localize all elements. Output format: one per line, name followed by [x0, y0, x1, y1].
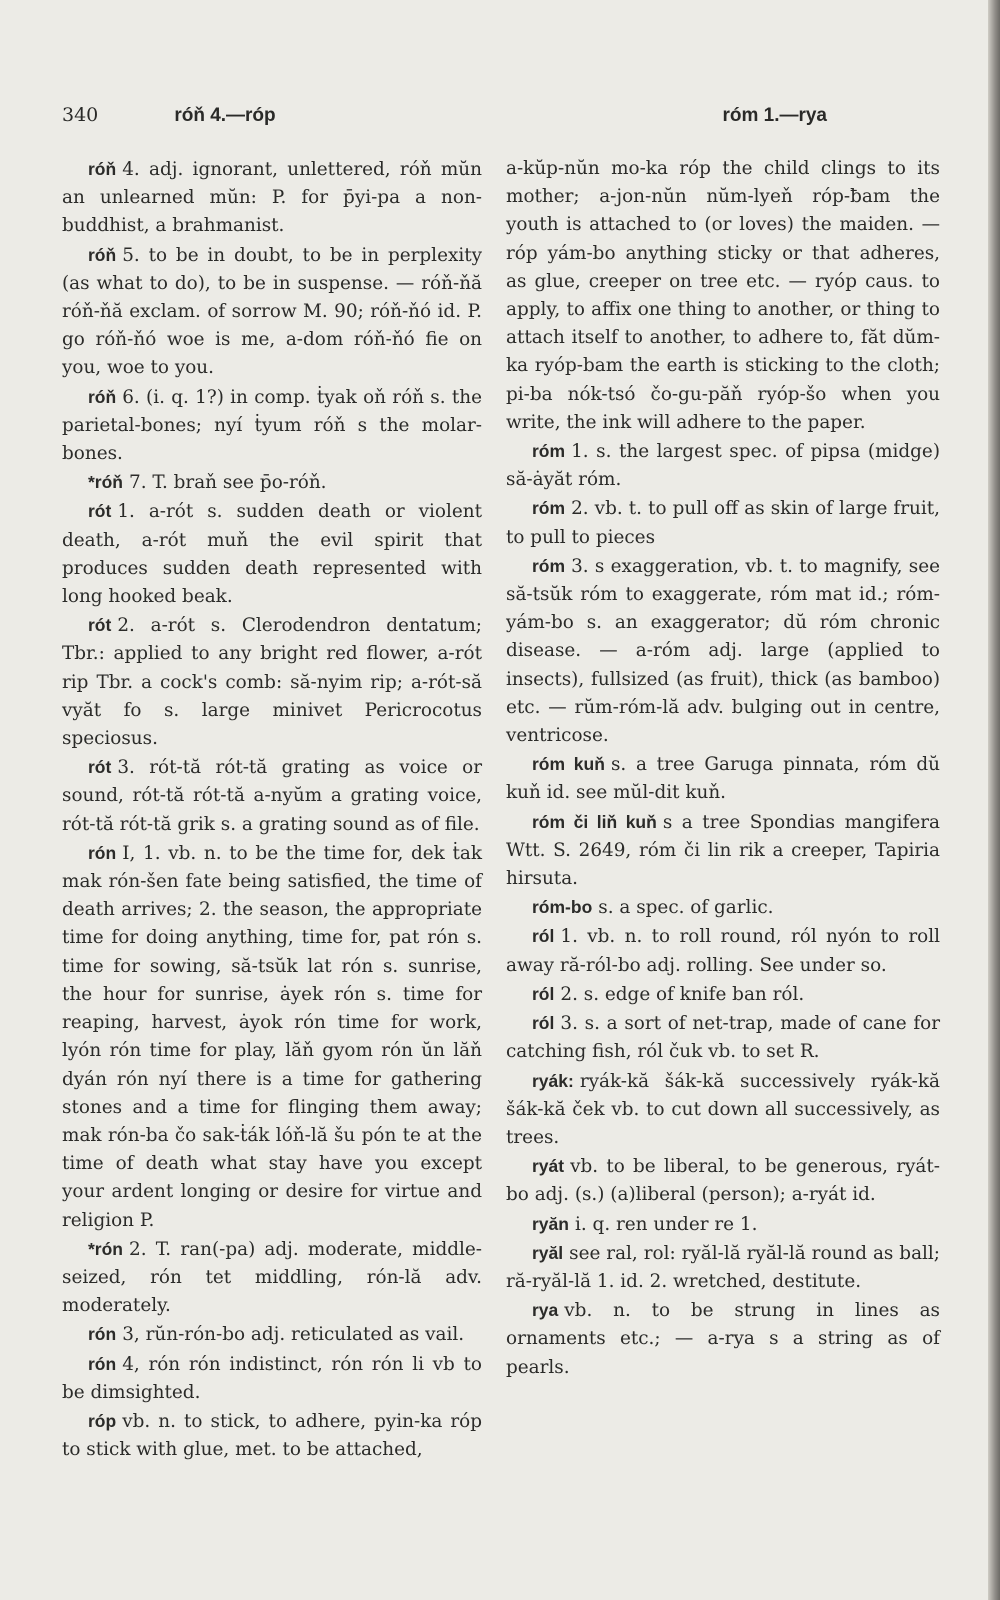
- dictionary-entry: [506, 155, 940, 437]
- right-column: [506, 155, 940, 1382]
- entry-headword: róm-bo: [532, 897, 593, 918]
- dictionary-entry: [62, 611, 482, 753]
- entry-text: 2. s. edge of knife ban ról.: [560, 983, 805, 1005]
- dictionary-entry: [62, 155, 482, 241]
- dictionary-entry: [506, 552, 940, 750]
- dictionary-entry: [506, 980, 940, 1009]
- dictionary-entry: [62, 468, 482, 497]
- dictionary-entry: [62, 241, 482, 383]
- dictionary-entry: [506, 1067, 940, 1153]
- entry-text: vb. to be liberal, to be generous, ryát-bo adj. (s.) (a)liberal (person); a-ryát id.: [506, 1156, 940, 1206]
- dictionary-entry: [506, 893, 940, 922]
- entry-text: vb. n. to stick, to adhere, pyin-ka róp to stick with glue, met. to be attached,: [62, 1410, 482, 1461]
- entry-text: 7. T. braň see p̄o-róň.: [129, 472, 327, 494]
- dictionary-entry: [506, 1009, 940, 1066]
- entry-headword: róň: [88, 244, 117, 265]
- entry-headword: róň: [88, 386, 117, 407]
- entry-headword: rót: [88, 501, 112, 522]
- dictionary-entry: [62, 383, 482, 469]
- header-left: [62, 104, 276, 127]
- entry-text: 2. vb. t. to pull off as skin of large fruit, to pull to pieces: [506, 498, 940, 548]
- entry-headword: *rón: [88, 1238, 123, 1259]
- entry-text: 4, rón rón indistinct, rón rón li vb to be dimsighted.: [62, 1353, 482, 1403]
- entry-headword: ryăl: [532, 1242, 564, 1263]
- entry-text: s a tree Spondias mangifera Wtt. S. 2649, róm či lin rik a creeper, Tapiria hirsuta.: [506, 811, 940, 890]
- right-guide-word: róm 1.—rya: [722, 105, 827, 126]
- dictionary-entry: [62, 1350, 482, 1407]
- dictionary-entry: [506, 922, 940, 979]
- dictionary-entry: [62, 753, 482, 839]
- entry-text: 3. rót-tă rót-tă grating as voice or sound, rót-tă rót-tă a-nyŭm a grating voice, rót-tă rót-tă grik s. a grating sound as of file.: [62, 757, 482, 835]
- entry-headword: rót: [88, 757, 112, 778]
- entry-headword: rón: [88, 1324, 117, 1345]
- entry-headword: róň: [88, 159, 117, 179]
- entry-text: 3. s exaggeration, vb. t. to magnify, see să-tsŭk róm to exaggerate, róm mat id.; róm-yám-bo s. an exaggerator; dŭ róm chronic disease. — a-róm adj. large (applied to insects), fullsized (as fruit), thick (as bamboo) etc. — rŭm-róm-lă adv. bulging out in centre, ventricose.: [506, 555, 940, 747]
- entry-text: 3. s. a sort of net-trap, made of cane for catching fish, ról čuk vb. to set R.: [506, 1013, 940, 1063]
- entry-text: 6. (i. q. 1?) in comp. ṫyak oň róň s. the parietal-bones; nyí ṫyum róň s the molar-bones.: [62, 386, 482, 465]
- entry-text: a-kŭp-nŭn mo-ka róp the child clings to its mother; a-jon-nŭn nŭm-lyeň róp-ƀam the youth is attached to (or loves) the maiden. — róp yám-bo anything sticky or that adheres, as glue, creeper on tree etc. — ryóp caus. to apply, to affix one thing to another, or thing to attach itself to another, to adhere to, făt dŭm-ka ryóp-bam the earth is sticking to the cloth; pi-ba nók-tsó čo-gu-păň ryóp-šo when you write, the ink will adhere to the paper.: [506, 158, 940, 433]
- dictionary-entry: [506, 750, 940, 807]
- dictionary-entry: [62, 1235, 482, 1321]
- dictionary-entry: [506, 808, 940, 894]
- entry-headword: róm: [532, 555, 566, 576]
- dictionary-entry: [62, 839, 482, 1235]
- entry-headword: róm kuň: [532, 754, 605, 775]
- entry-text: 5. to be in doubt, to be in perplexity (as what to do), to be in suspense. — róň-ňă róň-ňă exclam. of sorrow M. 90; róň-ňó id. P. go róň-ňó woe is me, a-dom róň-ňó fie on you, woe to you.: [62, 244, 482, 379]
- entry-text: I, 1. vb. n. to be the time for, dek ṫak mak rón-šen fate being satisfied, the time of death arrives; 2. the season, the appropriate time for doing anything, time for, pat rón s. time for sowing, să-tsŭk lat rón s. sunrise, the hour for sunrise, ȧyek rón s. time for reaping, harvest, ȧyok rón time for work, lyón rón time for play, lăň gyom rón ŭn lăň dyán rón nyí there is a time for gathering stones and a time for flinging them away; mak rón-ba čo sak-ṫák lóň-lă šu pón te at the time of death what stay have you except your ardent longing or desire for virtue and religion P.: [62, 842, 482, 1231]
- page-header: [62, 104, 957, 134]
- dictionary-entry: [506, 1152, 940, 1209]
- entry-text: ryák-kă šák-kă successively ryák-kă šák-kă ček vb. to cut down all successively, as trees.: [506, 1070, 940, 1148]
- entry-text: i. q. ren under re 1.: [574, 1213, 758, 1235]
- entry-text: 1. a-rót s. sudden death or violent death, a-rót muň the evil spirit that produces sudden death represented with long hooked beak.: [62, 501, 482, 608]
- dictionary-entry: [506, 494, 940, 551]
- entry-headword: ryát: [532, 1156, 565, 1177]
- entry-headword: róm či liň kuň: [532, 811, 657, 832]
- dictionary-entry: [62, 1320, 482, 1349]
- dictionary-entry: [506, 1296, 940, 1382]
- entry-text: vb. n. to be strung in lines as ornaments etc.; — a-rya s a string as of pearls.: [506, 1300, 940, 1378]
- page-number: 340: [62, 104, 99, 126]
- entry-headword: ról: [532, 983, 555, 1004]
- dictionary-entry: [62, 1407, 482, 1464]
- entry-headword: ról: [532, 1013, 555, 1034]
- dictionary-entry: [62, 497, 482, 611]
- entry-headword: róm: [532, 498, 566, 519]
- entry-headword: ryák:: [532, 1070, 574, 1091]
- entry-headword: rón: [88, 1353, 117, 1374]
- left-guide-word: róň 4.—róp: [174, 105, 276, 126]
- entry-headword: *róň: [88, 472, 123, 493]
- entry-text: see ral, rol: ryăl-lă ryăl-lă round as ball; ră-ryăl-lă 1. id. 2. wretched, destitute.: [506, 1242, 940, 1292]
- entry-text: 1. s. the largest spec. of pipsa (midge) să-ȧyăt róm.: [506, 441, 940, 491]
- entry-text: s. a spec. of garlic.: [598, 897, 774, 919]
- header-right: [722, 104, 827, 127]
- entry-headword: ryăn: [532, 1213, 569, 1234]
- entry-text: 2. a-rót s. Clerodendron dentatum; Tbr.: applied to any bright red flower, a-rót rip Tbr. a cock's comb: să-nyim rip; a-rót-să vyăt fo s. large minivet Pericrocotus speciosus.: [62, 615, 482, 750]
- dictionary-entry: [506, 1210, 940, 1239]
- entry-text: s. a tree Garuga pinnata, róm dŭ kuň id. see mŭl-dit kuň.: [506, 754, 940, 804]
- entry-text: 3, rŭn-rón-bo adj. reticulated as vail.: [122, 1324, 465, 1346]
- entry-headword: rót: [88, 615, 112, 636]
- entry-text: 2. T. ran(-pa) adj. moderate, middle-seized, rón tet middling, rón-lă adv. moderately.: [62, 1238, 482, 1317]
- entry-text: 4. adj. ignorant, unlettered, róň mŭn an unlearned mŭn: P. for p̄yi-pa a non-buddhist, a brahmanist.: [62, 159, 482, 237]
- entry-text: 1. vb. n. to roll round, ról nyón to roll away ră-ról-bo adj. rolling. See under so.: [506, 926, 940, 976]
- left-column: [62, 155, 482, 1464]
- dictionary-entry: [506, 437, 940, 494]
- entry-headword: rón: [88, 842, 117, 863]
- dictionary-entry: [506, 1239, 940, 1296]
- entry-headword: ról: [532, 926, 555, 947]
- page-edge-shadow: [988, 0, 1000, 1600]
- entry-headword: rya: [532, 1300, 559, 1321]
- entry-headword: róm: [532, 441, 566, 462]
- entry-headword: róp: [88, 1410, 117, 1431]
